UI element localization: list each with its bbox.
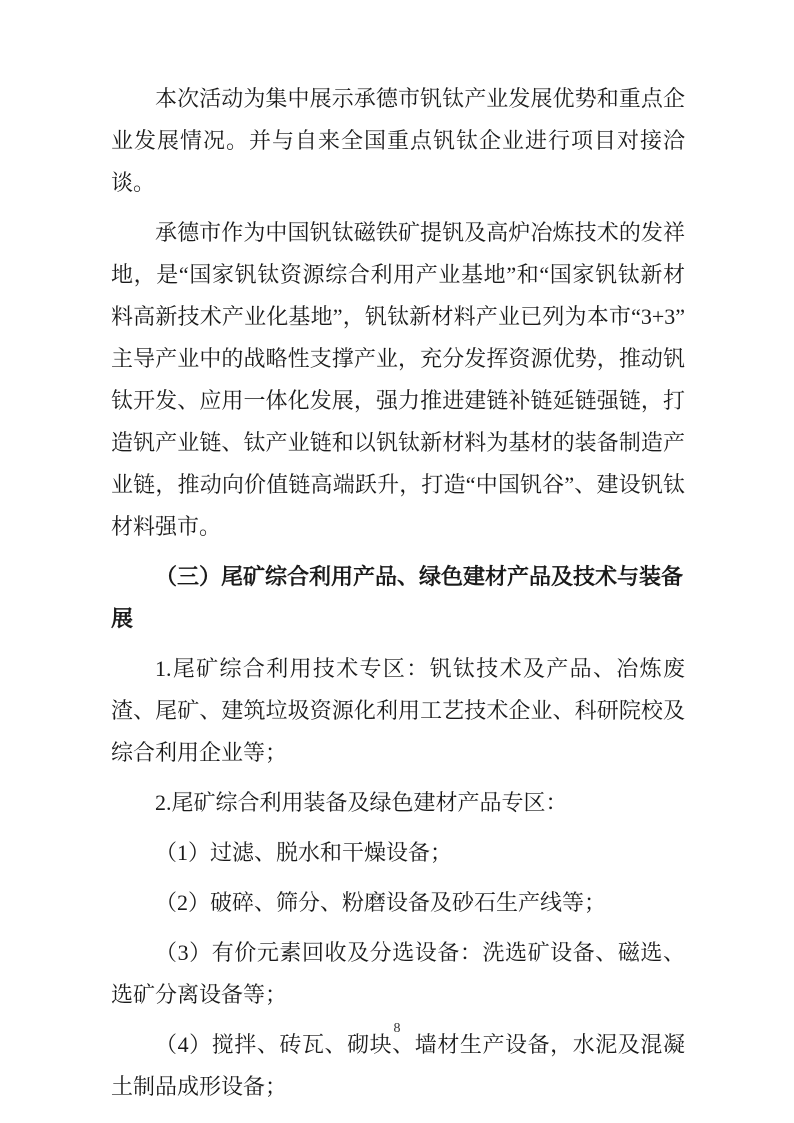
page-content <box>111 70 685 1108</box>
paragraph: （3）有价元素回收及分选设备：洗选矿设备、磁选、选矿分离设备等； <box>111 940 685 1007</box>
section-heading: （三）尾矿综合利用产品、绿色建材产品及技术与装备展 <box>111 564 684 631</box>
paragraph: 2.尾矿综合利用装备及绿色建材产品专区： <box>155 790 568 815</box>
paragraph: （2）破碎、筛分、粉磨设备及砂石生产线等； <box>155 890 607 915</box>
paragraph: 本次活动为集中展示承德市钒钛产业发展优势和重点企业发展情况。并与自来全国重点钒钛企业进行项目对接洽谈。 <box>111 86 685 195</box>
paragraph: 承德市作为中国钒钛磁铁矿提钒及高炉冶炼技术的发祥地，是“国家钒钛资源综合利用产业基地”和“国家钒钛新材料高新技术产业化基地”，钒钛新材料产业已列为本市“3+3”主导产业中的战略性支撑产业，充分发挥资源优势，推动钒钛开发、应用一体化发展，强力推进建链补链延链强链，打造钒产业链、钛产业链和以钒钛新材料为基材的装备制造产业链，推动向价值链高端跃升，打造“中国钒谷”、建设钒钛材料强市。 <box>111 220 685 539</box>
paragraph: （4）搅拌、砖瓦、砌块、墙材生产设备，水泥及混凝土制品成形设备； <box>111 1032 685 1099</box>
paragraph: 1.尾矿综合利用技术专区：钒钛技术及产品、冶炼废渣、尾矿、建筑垃圾资源化利用工艺技术企业、科研院校及综合利用企业等； <box>111 656 685 765</box>
page-number: 8 <box>393 1021 401 1036</box>
paragraph: （1）过滤、脱水和干燥设备； <box>155 840 453 865</box>
